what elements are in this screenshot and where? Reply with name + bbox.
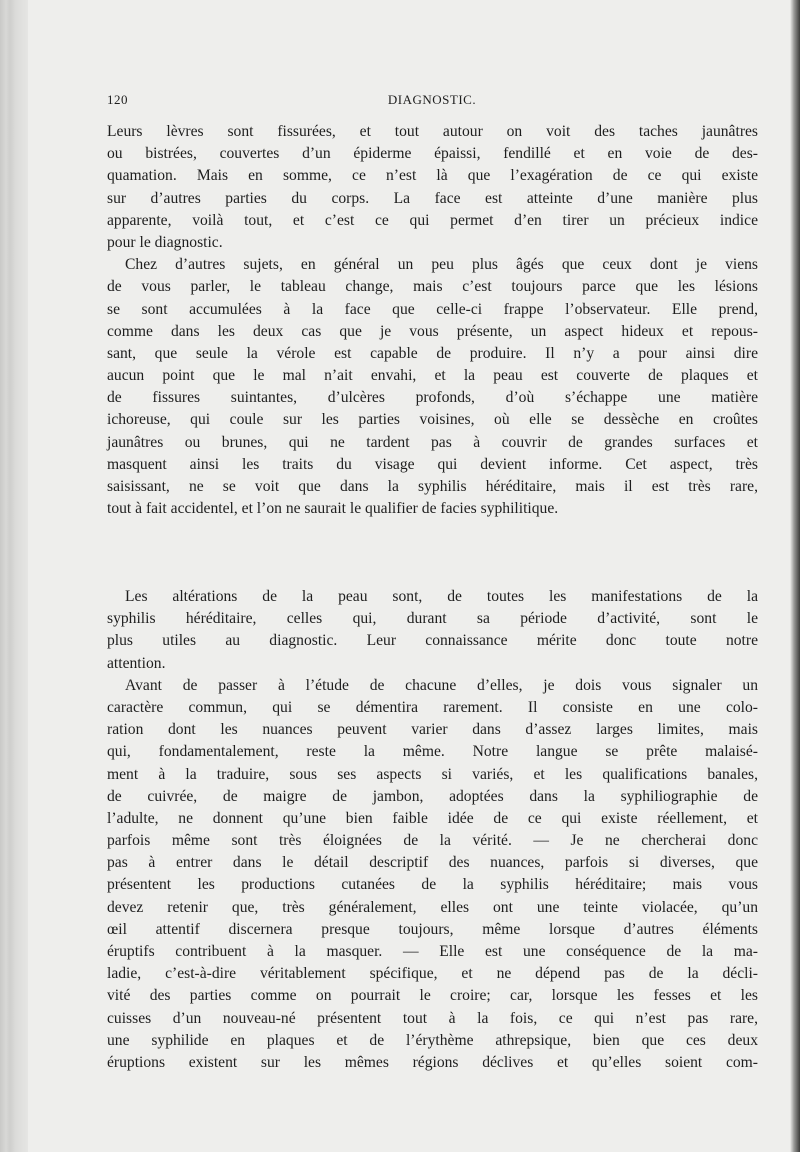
text-line: cuisses d’un nouveau-né présentent tout à la fois, ce qui n’est pas rare, [107,1009,758,1027]
text-line: ration dont les nuances peuvent varier dans d’assez larges limites, mais [107,721,758,739]
text-line: de cuivrée, de maigre de jambon, adoptées dans la syphiliographie de [107,787,758,805]
page-number: 120 [107,92,128,107]
text-line: Chez d’autres sujets, en général un peu plus âgés que ceux dont je viens [125,256,758,274]
text-line: pour le diagnostic. [107,233,223,251]
text-line: ment à la traduire, sous ses aspects si variés, et les qualifications banales, [107,765,758,783]
text-line: apparente, voilà tout, et c’est ce qui permet d’en tirer un précieux indice [107,211,758,229]
text-line: ichoreuse, qui coule sur les parties voisines, où elle se dessèche en croûtes [107,411,758,429]
text-line: syphilis héréditaire, celles qui, durant sa période d’activité, sont le [107,610,758,628]
text-line: jaunâtres ou brunes, qui ne tardent pas à couvrir de grandes surfaces et [107,433,758,451]
scan-right-edge [790,0,800,1152]
running-title: DIAGNOSTIC. [387,92,477,107]
scan-left-edge [0,0,28,1152]
text-line: masquent ainsi les traits du visage qui devient informe. Cet aspect, très [107,455,758,473]
text-line: attention. [107,654,166,672]
text-line: œil attentif discernera presque toujours, même lorsque d’autres éléments [107,920,758,938]
text-line: quamation. Mais en somme, ce n’est là que l’exagération de ce qui existe [107,167,758,185]
text-line: de vous parler, le tableau change, mais c’est toujours parce que les lésions [107,278,758,296]
text-line: sant, que seule la vérole est capable de produire. Il n’y a pour ainsi dire [107,344,758,362]
text-line: éruptions existent sur les mêmes régions déclives et qu’elles soient com- [107,1053,758,1071]
text-line: se sont accumulées à la face que celle-ci frappe l’observateur. Elle prend, [107,300,758,318]
text-line: une syphilide en plaques et de l’érythème athrepsique, bien que ces deux [107,1031,758,1049]
text-line: Leurs lèvres sont fissurées, et tout autour on voit des taches jaunâtres [107,123,758,140]
text-line: Les altérations de la peau sont, de toutes les manifestations de la [125,588,758,605]
text-line: parfois même sont très éloignées de la vérité. — Je ne chercherai donc [107,832,758,850]
text-line: aucun point que le mal n’ait envahi, et la peau est couverte de plaques et [107,367,758,385]
text-line: qui, fondamentalement, reste la même. Notre langue se prête malaisé- [107,743,758,761]
page-header [107,92,757,112]
text-line: ladie, c’est-à-dire véritablement spécifique, et ne dépend pas de la décli- [107,965,758,983]
text-line: caractère commun, qui se démentira rarement. Il consiste en une colo- [107,698,758,716]
text-line: devez retenir que, très généralement, elles ont une teinte violacée, qu’un [107,898,758,916]
text-line: Avant de passer à l’étude de chacune d’elles, je dois vous signaler un [125,676,758,694]
text-line: plus utiles au diagnostic. Leur connaissance mérite donc toute notre [107,632,758,650]
text-line: l’adulte, ne donnent qu’une bien faible idée de ce qui existe réellement, et [107,809,758,827]
text-line: sur d’autres parties du corps. La face est atteinte d’une manière plus [107,189,758,207]
text-line: éruptifs contribuent à la masquer. — Elle est une conséquence de la ma- [107,943,758,960]
text-block-2 [107,586,758,1074]
text-line: pas à entrer dans le détail descriptif des nuances, parfois si diverses, que [107,854,758,872]
text-line: présentent les productions cutanées de la syphilis héréditaire; mais vous [107,876,758,894]
text-line: saisissant, ne se voit que dans la syphilis héréditaire, mais il est très rare, [107,478,758,495]
text-line: de fissures suintantes, d’ulcères profonds, d’où s’échappe une matière [107,389,758,407]
text-line: ou bistrées, couvertes d’un épiderme épaissi, fendillé et en voie de des- [107,145,758,163]
text-line: comme dans les deux cas que je vous présente, un aspect hideux et repous- [107,322,758,340]
text-block-1 [107,121,758,520]
text-line: tout à fait accidentel, et l’on ne saurait le qualifier de facies syphilitique. [107,500,559,518]
text-line: vité des parties comme on pourrait le croire; car, lorsque les fesses et les [107,987,758,1005]
